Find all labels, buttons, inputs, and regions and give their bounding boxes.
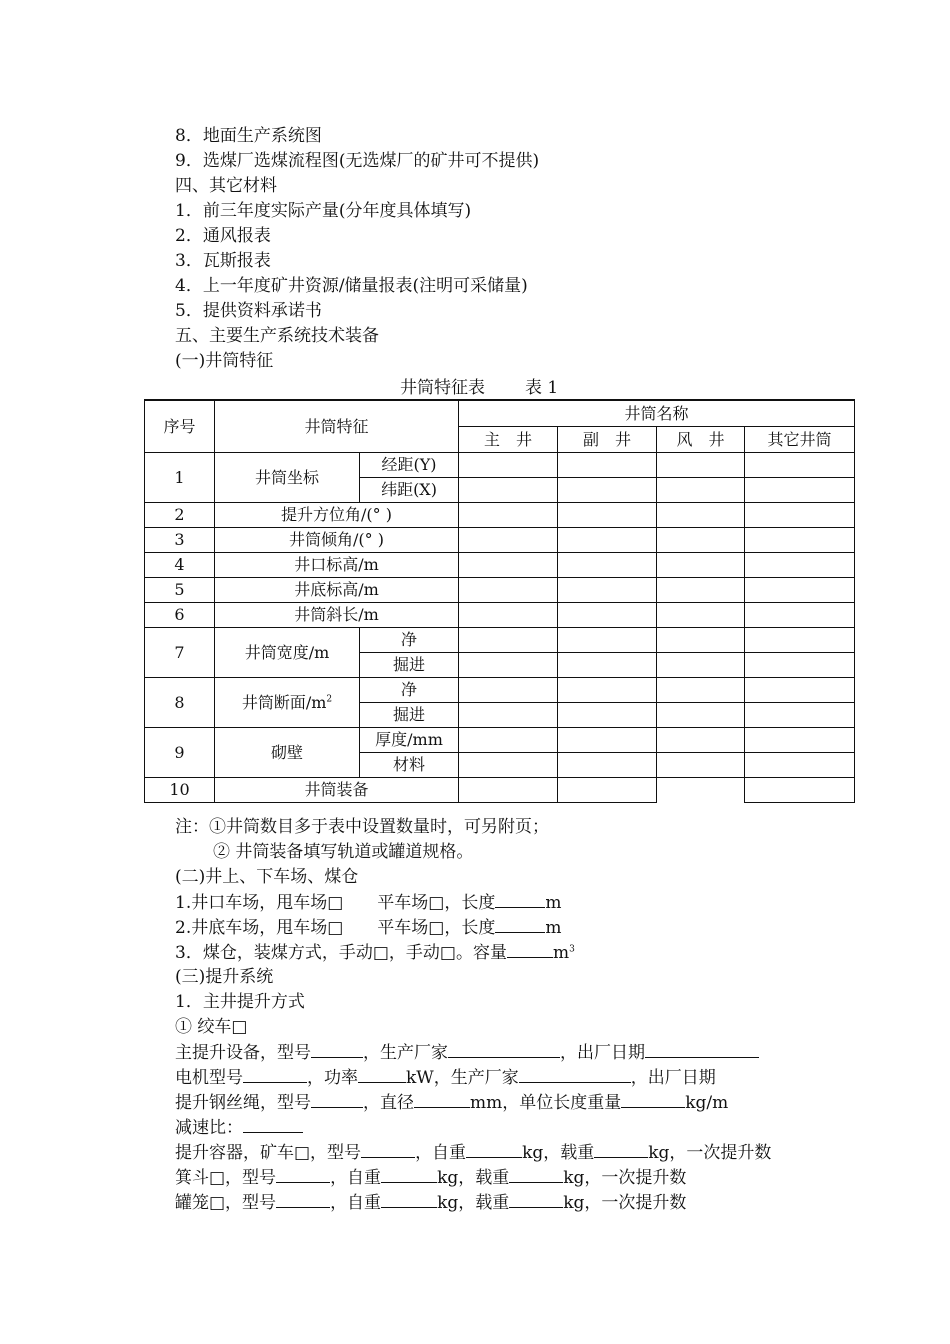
load-blank[interactable] [509,1190,563,1208]
cell-aux[interactable] [558,453,657,478]
row-no: 5 [145,578,215,603]
section-heading: 四、其它材料 [175,176,277,196]
row-label [215,678,360,728]
table-row [145,503,855,528]
ratio-blank[interactable] [243,1115,303,1133]
cell-main[interactable] [459,728,558,753]
length-blank[interactable] [495,915,545,933]
capacity-blank[interactable] [507,940,553,958]
motor-model-blank[interactable] [243,1065,307,1083]
cell-vent[interactable] [657,478,745,503]
cell-other[interactable] [745,653,855,678]
cell-vent[interactable] [657,753,745,778]
row-label: 砌壁 [215,728,360,778]
list-item: 3．瓦斯报表 [175,251,271,271]
form-label: 罐笼□，型号 [175,1193,277,1213]
row-label: 井口标高/m [215,553,459,578]
row-label: 提升方位角/(° ) [215,503,459,528]
form-line [175,1190,686,1215]
load-blank[interactable] [509,1165,563,1183]
row-no: 10 [145,778,215,803]
header-aux-shaft: 副 井 [558,427,657,453]
cell-other[interactable] [745,628,855,653]
form-line [175,915,561,940]
cell-other[interactable] [745,753,855,778]
power-blank[interactable] [358,1065,406,1083]
table-row [145,728,855,753]
cell-vent[interactable] [657,528,745,553]
list-item: 1．主井提升方式 [175,992,305,1012]
form-label: kg，载重 [437,1168,510,1188]
cell-main[interactable] [459,453,558,478]
table-row [145,678,855,703]
table-row [145,628,855,653]
section-heading: 五、主要生产系统技术装备 [175,326,379,346]
cell-main[interactable] [459,653,558,678]
model-blank[interactable] [276,1165,330,1183]
form-label: kg/m [685,1093,729,1113]
row-label: 井筒倾角/(° ) [215,528,459,553]
cell-main[interactable] [459,703,558,728]
row-label: 井筒坐标 [215,453,360,503]
list-item: 1．前三年度实际产量(分年度具体填写) [175,201,472,221]
length-blank[interactable] [495,890,545,908]
cell-other[interactable] [745,503,855,528]
row-sub-label: 材料 [360,753,459,778]
row-sub-label: 净 [360,628,459,653]
self-weight-blank[interactable] [381,1190,437,1208]
form-label: 减速比： [175,1118,243,1138]
date-blank[interactable] [645,1040,759,1058]
cell-aux[interactable] [558,603,657,628]
cell-aux[interactable] [558,528,657,553]
cell-aux[interactable] [558,503,657,528]
cell-other[interactable] [745,603,855,628]
form-label: kg，一次提升数 [563,1193,687,1213]
cell-main[interactable] [459,603,558,628]
self-weight-blank[interactable] [466,1140,522,1158]
row-no: 2 [145,503,215,528]
row-no: 4 [145,553,215,578]
weight-blank[interactable] [621,1090,685,1108]
form-line [175,890,561,915]
cell-aux[interactable] [558,728,657,753]
form-line [175,940,575,965]
header-vent-shaft: 风 井 [657,427,745,453]
rope-model-blank[interactable] [311,1090,363,1108]
cell-main[interactable] [459,753,558,778]
cell-vent[interactable] [657,578,745,603]
shaft-characteristics-table [144,399,855,803]
row-no: 8 [145,678,215,728]
cell-aux[interactable] [558,478,657,503]
table-row [145,553,855,578]
row-no: 6 [145,603,215,628]
header-other-shaft: 其它井筒 [745,427,855,453]
header-feature: 井筒特征 [215,400,459,453]
row-label: 井筒装备 [215,778,459,803]
table-number: 表 1 [525,378,559,398]
table-row [145,603,855,628]
cell-other[interactable] [745,678,855,703]
header-seq: 序号 [145,400,215,453]
model-blank[interactable] [361,1140,415,1158]
form-label: 1.井口车场，甩车场□ 平车场□，长度 [175,893,496,913]
row-label: 井底标高/m [215,578,459,603]
row-sub-label: 净 [360,678,459,703]
list-item: 9．选煤厂选煤流程图(无选煤厂的矿井可不提供) [175,151,540,171]
cell-vent[interactable] [657,603,745,628]
row-label-text: 井筒断面/m [241,692,327,712]
form-label: kg，载重 [522,1143,595,1163]
cell-other[interactable] [745,528,855,553]
unit-superscript: 3 [569,944,575,955]
cell-main[interactable] [459,553,558,578]
cell-other[interactable] [745,553,855,578]
unit-label: m [545,893,562,913]
header-shaft-names: 井筒名称 [459,400,855,427]
self-weight-blank[interactable] [381,1165,437,1183]
cell-vent[interactable] [657,678,745,703]
form-label: kg，载重 [437,1193,510,1213]
cell-main[interactable] [459,678,558,703]
cell-main[interactable] [459,628,558,653]
cell-aux[interactable] [558,678,657,703]
table-title: 井筒特征表 [400,378,485,398]
form-line [175,1115,303,1140]
header-main-shaft: 主 井 [459,427,558,453]
cell-aux[interactable] [558,653,657,678]
cell-vent[interactable] [657,628,745,653]
form-label: mm，单位长度重量 [470,1093,622,1113]
cell-other[interactable] [745,703,855,728]
row-no: 7 [145,628,215,678]
form-line [175,1090,728,1115]
list-item: 2．通风报表 [175,226,271,246]
cell-main[interactable] [459,778,558,803]
list-item: 4．上一年度矿井资源/储量报表(注明可采储量) [175,276,528,296]
row-no: 9 [145,728,215,778]
cell-aux[interactable] [558,578,657,603]
form-label: 提升容器，矿车□，型号 [175,1143,362,1163]
form-label: kg，一次提升数 [563,1168,687,1188]
cell-aux[interactable] [558,703,657,728]
subsection-heading: (二)井上、下车场、煤仓 [175,867,359,887]
cell-main[interactable] [459,503,558,528]
form-line [175,1040,759,1065]
table-note: 注：①井筒数目多于表中设置数量时，可另附页； [175,817,549,837]
cell-main[interactable] [459,528,558,553]
form-line [175,1065,716,1090]
cell-vent[interactable] [657,703,745,728]
cell-aux[interactable] [558,753,657,778]
cell-aux[interactable] [558,778,657,803]
cell-main[interactable] [459,578,558,603]
form-label: ，自重 [330,1168,382,1188]
cell-other[interactable] [745,728,855,753]
row-sub-label: 掘进 [360,653,459,678]
row-sub-label: 经距(Y) [360,453,459,478]
form-label: ，生产厂家 [363,1043,448,1063]
row-sub-label: 纬距(X) [360,478,459,503]
subsection-heading: (三)提升系统 [175,967,274,987]
form-label: 箕斗□，型号 [175,1168,277,1188]
subsection-heading: (一)井筒特征 [175,351,274,371]
cell-other[interactable] [745,778,855,803]
cell-vent[interactable] [657,553,745,578]
cell-aux[interactable] [558,553,657,578]
model-blank[interactable] [276,1190,330,1208]
form-label: 主提升设备，型号 [175,1043,311,1063]
form-label: ，出厂日期 [630,1068,716,1088]
table-caption [400,376,558,400]
form-label: ，出厂日期 [560,1043,645,1063]
form-label: ，直径 [363,1093,414,1113]
row-sub-label: 厚度/mm [360,728,459,753]
form-label: kg，一次提升数 [648,1143,772,1163]
cell-vent[interactable] [657,503,745,528]
diameter-blank[interactable] [414,1090,470,1108]
cell-other[interactable] [745,578,855,603]
cell-aux[interactable] [558,628,657,653]
form-line [175,1165,686,1190]
checkbox-option[interactable]: ① 绞车□ [175,1017,248,1037]
form-label: ，功率 [307,1068,358,1088]
manufacturer-blank[interactable] [448,1040,560,1058]
manufacturer-blank[interactable] [519,1065,631,1083]
table-row [145,578,855,603]
cell-vent[interactable] [657,728,745,753]
row-no: 3 [145,528,215,553]
form-label: 电机型号 [175,1068,243,1088]
load-blank[interactable] [594,1140,648,1158]
table-row [145,778,855,803]
form-label: ，自重 [415,1143,467,1163]
table-row [145,528,855,553]
form-label: 3．煤仓，装煤方式，手动□，手动□。容量 [175,943,507,963]
cell-other[interactable] [745,453,855,478]
form-label: 2.井底车场，甩车场□ 平车场□，长度 [175,918,496,938]
row-sub-label: 掘进 [360,703,459,728]
list-item: 8．地面生产系统图 [175,126,322,146]
table-note: ② 井筒装备填写轨道或罐道规格。 [213,842,474,862]
row-label: 井筒斜长/m [215,603,459,628]
row-label-superscript: 2 [326,694,333,705]
cell-vent-empty [657,778,745,803]
unit-label: m [552,943,570,963]
unit-label: m [545,918,562,938]
row-label: 井筒宽度/m [215,628,360,678]
form-line [175,1140,771,1165]
cell-vent[interactable] [657,453,745,478]
table-row [145,453,855,478]
cell-vent[interactable] [657,653,745,678]
form-label: ，自重 [330,1193,382,1213]
model-blank[interactable] [311,1040,363,1058]
list-item: 5．提供资料承诺书 [175,301,322,321]
form-label: kW，生产厂家 [406,1068,519,1088]
row-no: 1 [145,453,215,503]
cell-other[interactable] [745,478,855,503]
cell-main[interactable] [459,478,558,503]
form-label: 提升钢丝绳，型号 [175,1093,311,1113]
